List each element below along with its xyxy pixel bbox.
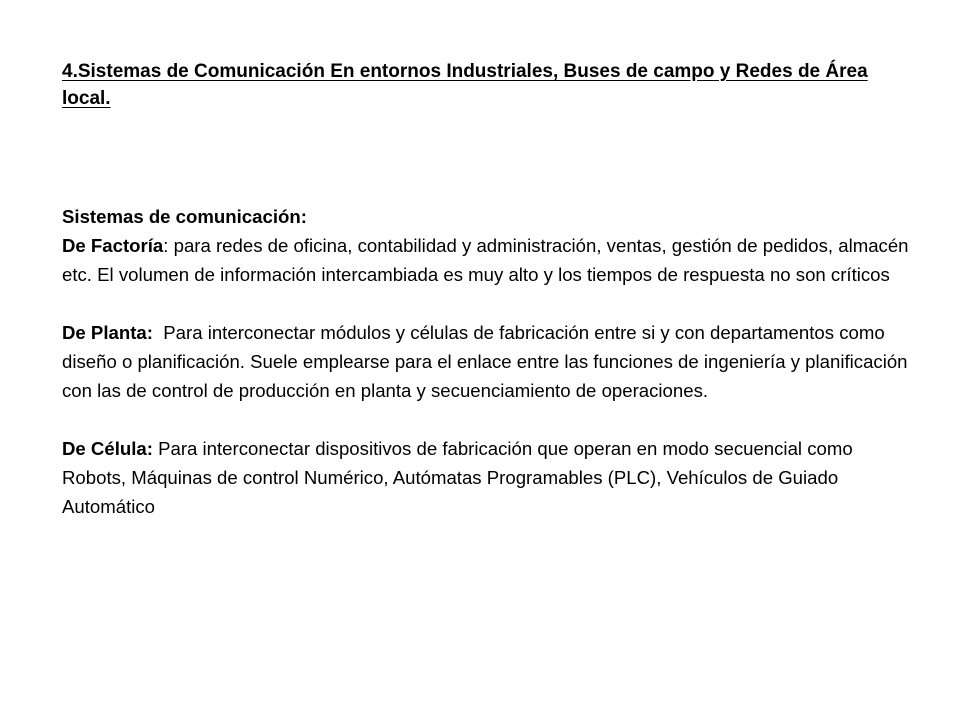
celula-label: De Célula: — [62, 438, 153, 459]
planta-text: Para interconectar módulos y células de fabricación entre si y con departamentos como diseño o planificación. Suele emplearse para el enlace entre las funciones de ingeniería y planificación con las de control de producción en planta y secuenciamiento de operaciones. — [62, 322, 913, 401]
slide-title: 4.Sistemas de Comunicación En entornos Industriales, Buses de campo y Redes de Área local. — [62, 61, 868, 109]
paragraph-factoria — [62, 231, 912, 289]
celula-text: Para interconectar dispositivos de fabricación que operan en modo secuencial como Robots, Máquinas de control Numérico, Autómatas Programables (PLC), Vehículos de Guiado Automático — [62, 438, 853, 517]
section-heading: Sistemas de comunicación: — [62, 206, 307, 227]
planta-label: De Planta: — [62, 322, 153, 343]
paragraph-planta — [62, 318, 912, 405]
spacer — [62, 289, 912, 318]
slide-body — [62, 202, 912, 521]
paragraph-celula — [62, 434, 912, 521]
spacer — [62, 405, 912, 434]
factoria-text: : para redes de oficina, contabilidad y administración, ventas, gestión de pedidos, almacén etc. El volumen de información intercambiada es muy alto y los tiempos de respuesta no son críticos — [62, 235, 909, 285]
factoria-label: De Factoría — [62, 235, 164, 256]
